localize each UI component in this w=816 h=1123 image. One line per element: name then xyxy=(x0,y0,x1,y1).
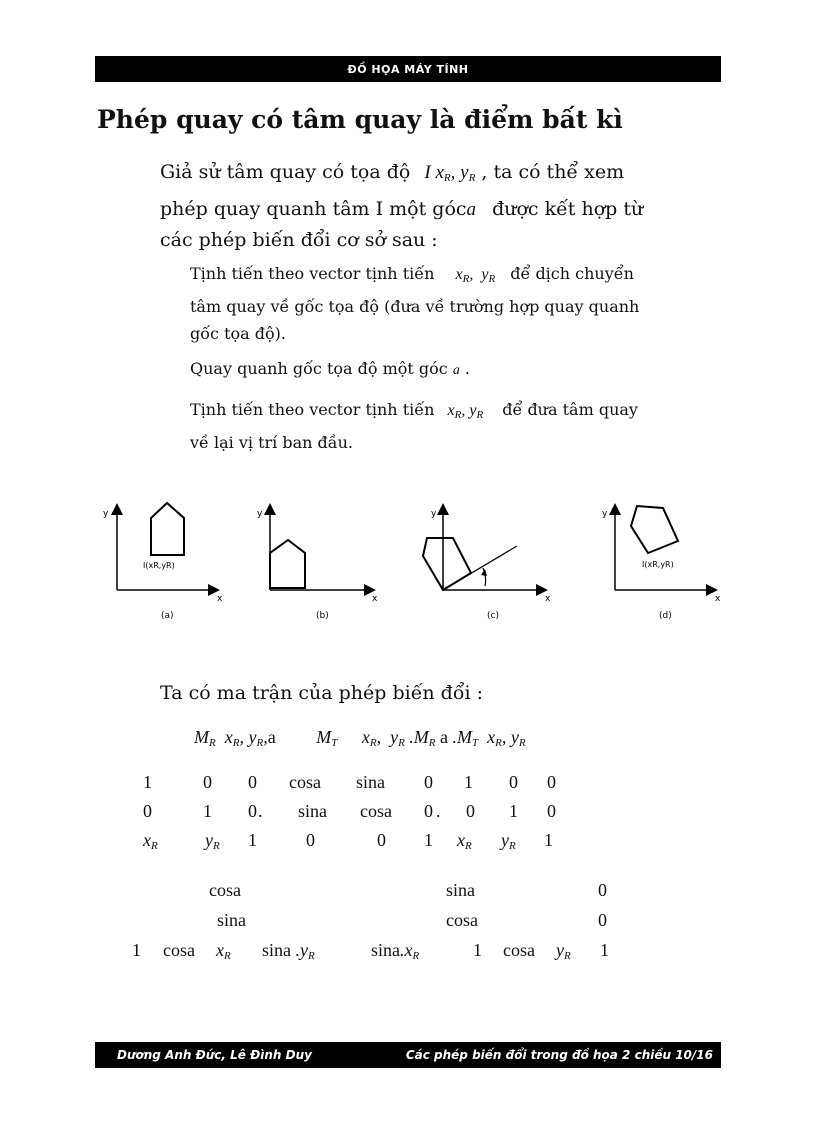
matrix-intro: Ta có ma trận của phép biến đổi : xyxy=(160,682,483,704)
y-axis-label: y xyxy=(602,509,608,519)
x-axis-label: x xyxy=(715,594,721,604)
step-text: tâm quay về gốc tọa độ (đưa về trường hợp quay quanh xyxy=(190,297,640,316)
step-text: về lại vị trí ban đầu. xyxy=(190,433,353,452)
center-label: I(xR,yR) xyxy=(143,561,175,570)
caption-a: (a) xyxy=(161,611,174,621)
page-header xyxy=(95,56,721,82)
step-3 xyxy=(190,396,720,456)
x-axis-label: x xyxy=(217,594,223,604)
intro-text: , ta có thể xem xyxy=(481,161,625,183)
vector-symbol: $x_R$, $y_R$ xyxy=(455,266,496,285)
footer-authors: Dương Anh Đức, Lê Đình Duy xyxy=(117,1048,312,1062)
intro-text: các phép biến đổi cơ sở sau : xyxy=(160,229,438,251)
intro-text: được kết hợp từ xyxy=(492,198,644,220)
vector-symbol: $x_R$, $y_R$ xyxy=(447,402,484,421)
composite-equation: $M_R$ $x_R$, $y_R,a$ $M_T$ $x_R$, $y_R$ $.M_R$ a $.M_T$ $x_R$, $y_R$ xyxy=(194,727,526,749)
caption-b: (b) xyxy=(316,611,329,621)
footer-chapter: Các phép biến đổi trong đồ họa 2 chiều 10/16 xyxy=(405,1048,713,1062)
intro-text: phép quay quanh tâm I một góc xyxy=(160,198,467,220)
step-text: Quay quanh gốc tọa độ một góc xyxy=(190,359,448,378)
step-text: để dịch chuyển xyxy=(510,264,634,283)
rotation-figures xyxy=(95,498,735,628)
center-label: I(xR,yR) xyxy=(642,560,674,569)
y-axis-label: y xyxy=(257,509,263,519)
page-footer xyxy=(95,1042,721,1068)
header-title: ĐỒ HỌA MÁY TÍNH xyxy=(347,62,469,76)
step-1 xyxy=(190,260,720,347)
step-text: để đưa tâm quay xyxy=(502,400,638,419)
y-axis-label: y xyxy=(431,509,437,519)
intro-paragraph xyxy=(160,157,720,256)
figure-a xyxy=(103,503,223,621)
center-symbol: I $x_R$, $y_R$ xyxy=(424,162,476,184)
alpha-symbol: a xyxy=(466,199,477,220)
y-axis-label: y xyxy=(103,509,109,519)
alpha-symbol: a xyxy=(452,363,460,378)
figure-b xyxy=(257,506,378,621)
step-text: gốc tọa độ). xyxy=(190,324,286,343)
intro-text: Giả sử tâm quay có tọa độ xyxy=(160,161,411,183)
x-axis-label: x xyxy=(545,594,551,604)
step-2: Quay quanh gốc tọa độ một góc a . xyxy=(190,359,471,378)
x-axis-label: x xyxy=(372,594,378,604)
figure-c xyxy=(423,506,551,621)
step-text: Tịnh tiến theo vector tịnh tiến xyxy=(190,400,435,419)
caption-c: (c) xyxy=(487,611,499,621)
figure-d xyxy=(602,506,721,621)
step-text: Tịnh tiến theo vector tịnh tiến xyxy=(190,264,435,283)
section-title: Phép quay có tâm quay là điểm bất kì xyxy=(97,105,623,134)
caption-d: (d) xyxy=(659,611,672,621)
